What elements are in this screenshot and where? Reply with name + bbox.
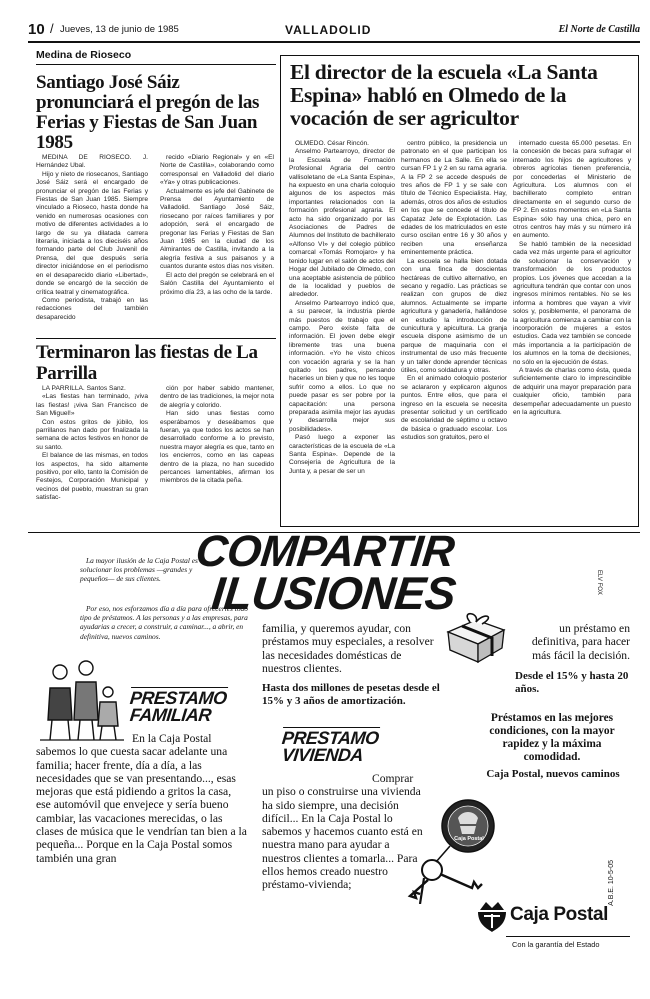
paragraph: Como periodista, trabajó en las redacciones del también desaparecido bbox=[36, 296, 148, 321]
vivienda-title-1: PRESTAMO bbox=[280, 728, 380, 748]
masthead-rule bbox=[28, 41, 640, 43]
familiar-title-2: FAMILIAR bbox=[128, 705, 213, 725]
gift-box-illustration bbox=[440, 610, 510, 664]
ad-intro bbox=[80, 556, 200, 584]
keychain-text: Caja Postal bbox=[454, 836, 484, 842]
ad-intro-2: Por eso, nos esforzamos día a día para ofreceries todo tipo de préstamos. A las personas y a las empresas, para ayudarias a crecer, a construir, a caminar..., a abrir, en definitiva, nuevos caminos. bbox=[80, 604, 248, 641]
paper-name: El Norte de Castilla bbox=[558, 24, 640, 35]
paragraph: En el animado coloquio posterior se aclararon y explicaron algunos puntos. Entre ellos, que para el ingreso en la escuela se necesita presentar solicitud y un certificado de escolaridad de séptimo u octavo de básica o graduado escolar. Los estudios son gratuitos, pero el bbox=[401, 375, 507, 442]
caja-postal-logo bbox=[472, 898, 622, 938]
ad-side-code: ELV FOX bbox=[596, 570, 602, 595]
paragraph: recido «Diario Regional» y en «El Norte de Castilla», colaborando como corresponsal en Valladolid del diario «Ya» y otras publicaciones. bbox=[160, 154, 274, 187]
left-story-col2 bbox=[160, 154, 274, 297]
ad-mid-text: familia, y queremos ayudar, con préstamos muy especiales, a resolver las necesidades domésticas de nuestros clientes. bbox=[262, 622, 434, 675]
parrilla-col1 bbox=[36, 385, 148, 503]
paragraph: ción por haber sabido mantener, dentro de las tradiciones, la mejor nota de alegría y colorido. bbox=[160, 385, 274, 409]
paragraph: centro público, la presidencia un patronato en el que participan los hermanos de La Salle. En ella se cursan FP 1 y 2 en su rama agraria. A la FP 2 se accede después de tres años de FP 1 y se sale con título de Técnico Especialista. Hay, además, otros dos años de estudios en los que se concede el título de Capataz Jefe de Explotación. Las edades de los matriculados en este curso oscilan entre 16 y 30 años y reciben una enseñanza eminentemente práctica. bbox=[401, 140, 507, 257]
paragraph: Hijo y nieto de riosecanos, Santiago José Sáiz será el encargado de pronunciar el pregón de las Ferias y Fiestas de San Juan 1985. Siempre vinculado a Rioseco, hasta donde ha venido en numerosas ocasiones con motivo de diferentes actividades a lo largo de su ya dilatada carrera literaria, iniciada a los dieciséis años formando parte del Club Juvenil de Prensa, del que después sería director iniciándose en el periodismo en el desaparecido diario «Libertad», donde se encargó de la sección de crítica teatral y cinematográfica. bbox=[36, 170, 148, 296]
left-story-col1 bbox=[36, 154, 148, 322]
ad-mid-bold: Hasta dos millones de pesetas desde el 15% y 3 años de amortización. bbox=[262, 682, 440, 707]
parrilla-col2 bbox=[160, 385, 274, 486]
family-illustration bbox=[36, 648, 128, 744]
paragraph: Anselmo Partearroyo, director de la Escuela de Formación Profesional Agraria del centro vallisoletano de «La Santa Espina», ha expuesto en una charla coloquio algunos de los aspectos más importantes relacionados con la formación profesional agraria. El acto ha sido organizado por las Asociaciones de Padres de Alumnos del Instituto de bachillerato «Alfonso VI» y del colegio público comarcal «Tomás Romojaro» y ha tenido lugar en el salón de actos del Hogar del Jubilado de Olmedo, con una aceptable asistencia de público de la localidad y pueblos de alrededor. bbox=[289, 148, 395, 299]
paragraph: «Las fiestas han terminado, ¡viva las fiestas! ¡viva San Francisco de San Miguel!» bbox=[36, 393, 148, 418]
paragraph: La escuela se halla bien dotada con una finca de doscientas hectáreas de cultivo alternativo, en secano y regadío. Las prácticas se realizan con grupos de diez alumnos. Actualmente se imparte agricultura y ganadería, hallándose en estudio la introducción de cunicultura y apicultura. La granja escuela dispone asimismo de un parque de maquinaria con el instrumental de uso más frecuente y un taller donde aprender técnicas útiles, como soldadura y otras. bbox=[401, 257, 507, 374]
masthead bbox=[20, 23, 640, 39]
paragraph: Con estos gritos de júbilo, los parrillanos han dado por finalizada la semana de actos festivos en honor de su santo. bbox=[36, 418, 148, 451]
paragraph: OLMEDO. César Rincón. bbox=[295, 140, 370, 147]
crown-icon bbox=[472, 898, 512, 936]
keychain-illustration bbox=[402, 784, 514, 904]
paragraph: El balance de las mismas, en todos los aspectos, ha sido altamente positivo, por ello, tanto la Comisión de Festejos, Corporación Municipal y vecinos del pueblo, muestran su gran satisfac- bbox=[36, 452, 148, 502]
paragraph: Actualmente es jefe del Gabinete de Prensa del Ayuntamiento de Valladolid. Santiago José Sáiz, riosecano por raíces familiares y por adopción, será el encargado de pregonar las Ferias y Fiestas de San Juan 1985 en la ciudad de los Almirantes de Castilla, invitando a la alegría festiva a sus paisanos y a cuantos durante estos días nos visiten. bbox=[160, 187, 274, 271]
slash-divider: / bbox=[50, 21, 54, 36]
left-kicker-rule bbox=[36, 64, 276, 65]
ad-headline-2: ILUSIONES bbox=[209, 567, 459, 619]
paragraph: internado cuesta 65.000 pesetas. En la concesión de becas para sufragar el internado los hijos de agricultores y obreros agrícolas tienen preferencia, por concederlas el Ministerio de Agricultura. Los alumnos con el bachillerato completo entran directamente en el segundo curso de FP 2. En estos momentos en «La Santa Espina» sólo hay una chica, pero en otros centros hay más y su número irá en aumento. bbox=[513, 140, 631, 240]
paragraph: Anselmo Partearroyo indicó que, a su parecer, la industria pierde más puestos de trabajo que el campo. Pero existe falta de información. El joven debe elegir libremente tras una buena información. «Yo he visto chicos con vocación agraria y se la han quitado los padres, pensando haceries un bien y que no les toque sufrir como a ellos. Lo que no puede pasar es ser pobre por la capacitación: una persona preparada asimila mejor las ayudas y desarrolla mejor sus posibilidades». bbox=[289, 299, 395, 433]
paragraph: Pasó luego a exponer las características de la escuela de «La Santa Espina». Depende de la Consejería de Agricultura de la Junta y, a pesar de ser un bbox=[289, 434, 395, 475]
left-kicker: Medina de Rioseco bbox=[36, 49, 132, 61]
ad-right-bold: Desde el 15% y hasta 20 años. bbox=[515, 670, 629, 695]
paragraph: A través de charlas como ésta, queda suficientemente claro lo imprescindible de adquirir una mayor preparación para cualquier oficio, también para desempeñar adecuadamente un puesto en la agricultura. bbox=[513, 366, 631, 416]
logo-tagline: Con la garantía del Estado bbox=[512, 940, 600, 949]
vivienda-text: Comprar un piso o construirse una vivienda ha sido siempre, una decisión difícil... En la Caja Postal lo sabemos y hacemos cuanto está en nuestra mano para ayudar a nuestros clientes a tomarla... Para ellos hemos creado nuestro préstamo-vivienda; bbox=[262, 772, 423, 892]
paragraph: LA PARRILLA. Santos Sanz. bbox=[42, 385, 126, 392]
left-headline: Santiago José Sáiz pronunciará el pregón de las Ferias y Fiestas de San Juan 1985 bbox=[36, 72, 260, 153]
logo-rule bbox=[506, 936, 630, 937]
ad-right-text: un préstamo en definitiva, para hacer más fácil la decisión. bbox=[531, 622, 630, 662]
closing-bold: Préstamos en las mejores condiciones, con la mayor rapidez y la máxima comodidad. bbox=[489, 712, 615, 763]
right-story-col2 bbox=[401, 140, 507, 443]
logo-text: Caja Postal bbox=[510, 904, 609, 925]
paragraph: El acto del pregón se celebrará en el Salón Castilla del Ayuntamiento el próximo día 23, a las ocho de la tarde. bbox=[160, 271, 274, 296]
right-story-col3 bbox=[513, 140, 631, 417]
ad-intro-para-1: La mayor ilusión de la Caja Postal es solucionar los problemas —grandes y pequeños— de sus clientes. bbox=[80, 556, 198, 584]
vivienda-title-2: VIVIENDA bbox=[280, 745, 365, 765]
familiar-title-1: PRESTAMO bbox=[128, 688, 228, 708]
paragraph: Han sido unas fiestas como esperábamos y deseábamos que fueran, ya que todos los actos se han desarrollado conforme a lo previsto, nuestra mayor alegría es que, tanto en los encierros, como en las capeas dentro de la plaza, no han sucedido percances lamentables, afirman los miembros de la citada peña. bbox=[160, 410, 274, 485]
parrilla-headline: Terminaron las fiestas de La Parrilla bbox=[36, 342, 258, 384]
right-headline: El director de la escuela «La Santa Espina» habló en Olmedo de la vocación de ser agricultor bbox=[290, 60, 598, 130]
issue-date: Jueves, 13 de junio de 1985 bbox=[60, 24, 179, 35]
paragraph: Se habló también de la necesidad cada vez más urgente para el agricultor de solucionar la conservación y transformación de los productos propios. Los jóvenes que accedan a la agricultura tendrán que contar con unos ingresos mínimos rentables. No se les inforrna a hombres que vayan a vivir solos y, posiblemente, el panorama de la agricultura comienza a cambiar con la incorporación de mujeres a estos estudios. Cada vez también se concede más importancia a la participación de los alumnos en la toma de decisiones, no sólo en la ejecución de éstas. bbox=[513, 240, 632, 366]
section-name: VALLADOLID bbox=[285, 23, 372, 37]
paragraph: MEDINA DE RIOSECO. J. Hernández Ubal. bbox=[36, 154, 148, 170]
parrilla-top-rule bbox=[36, 338, 276, 339]
ad-signature: Caja Postal, nuevos caminos bbox=[486, 768, 620, 780]
page-number: 10 bbox=[28, 21, 45, 38]
ad-code: A.B.E. 10-5-05 bbox=[608, 860, 615, 906]
right-story-col1 bbox=[289, 140, 395, 476]
familiar-text: En la Caja Postal sabemos lo que cuesta sacar adelante una familia; hacer frente, día a día, a las necesidades que se van presentando..., esas mejoras que está pidiendo a gritos la casa, ese automóvil que envejece y sería bueno cambiar, las vacaciones merecidas, o las clases de música que le vendrían tan bien a la pequeña... Porque en la Caja Postal somos también una gran bbox=[36, 732, 247, 865]
ad-headline-1: COMPARTIR bbox=[193, 527, 457, 576]
